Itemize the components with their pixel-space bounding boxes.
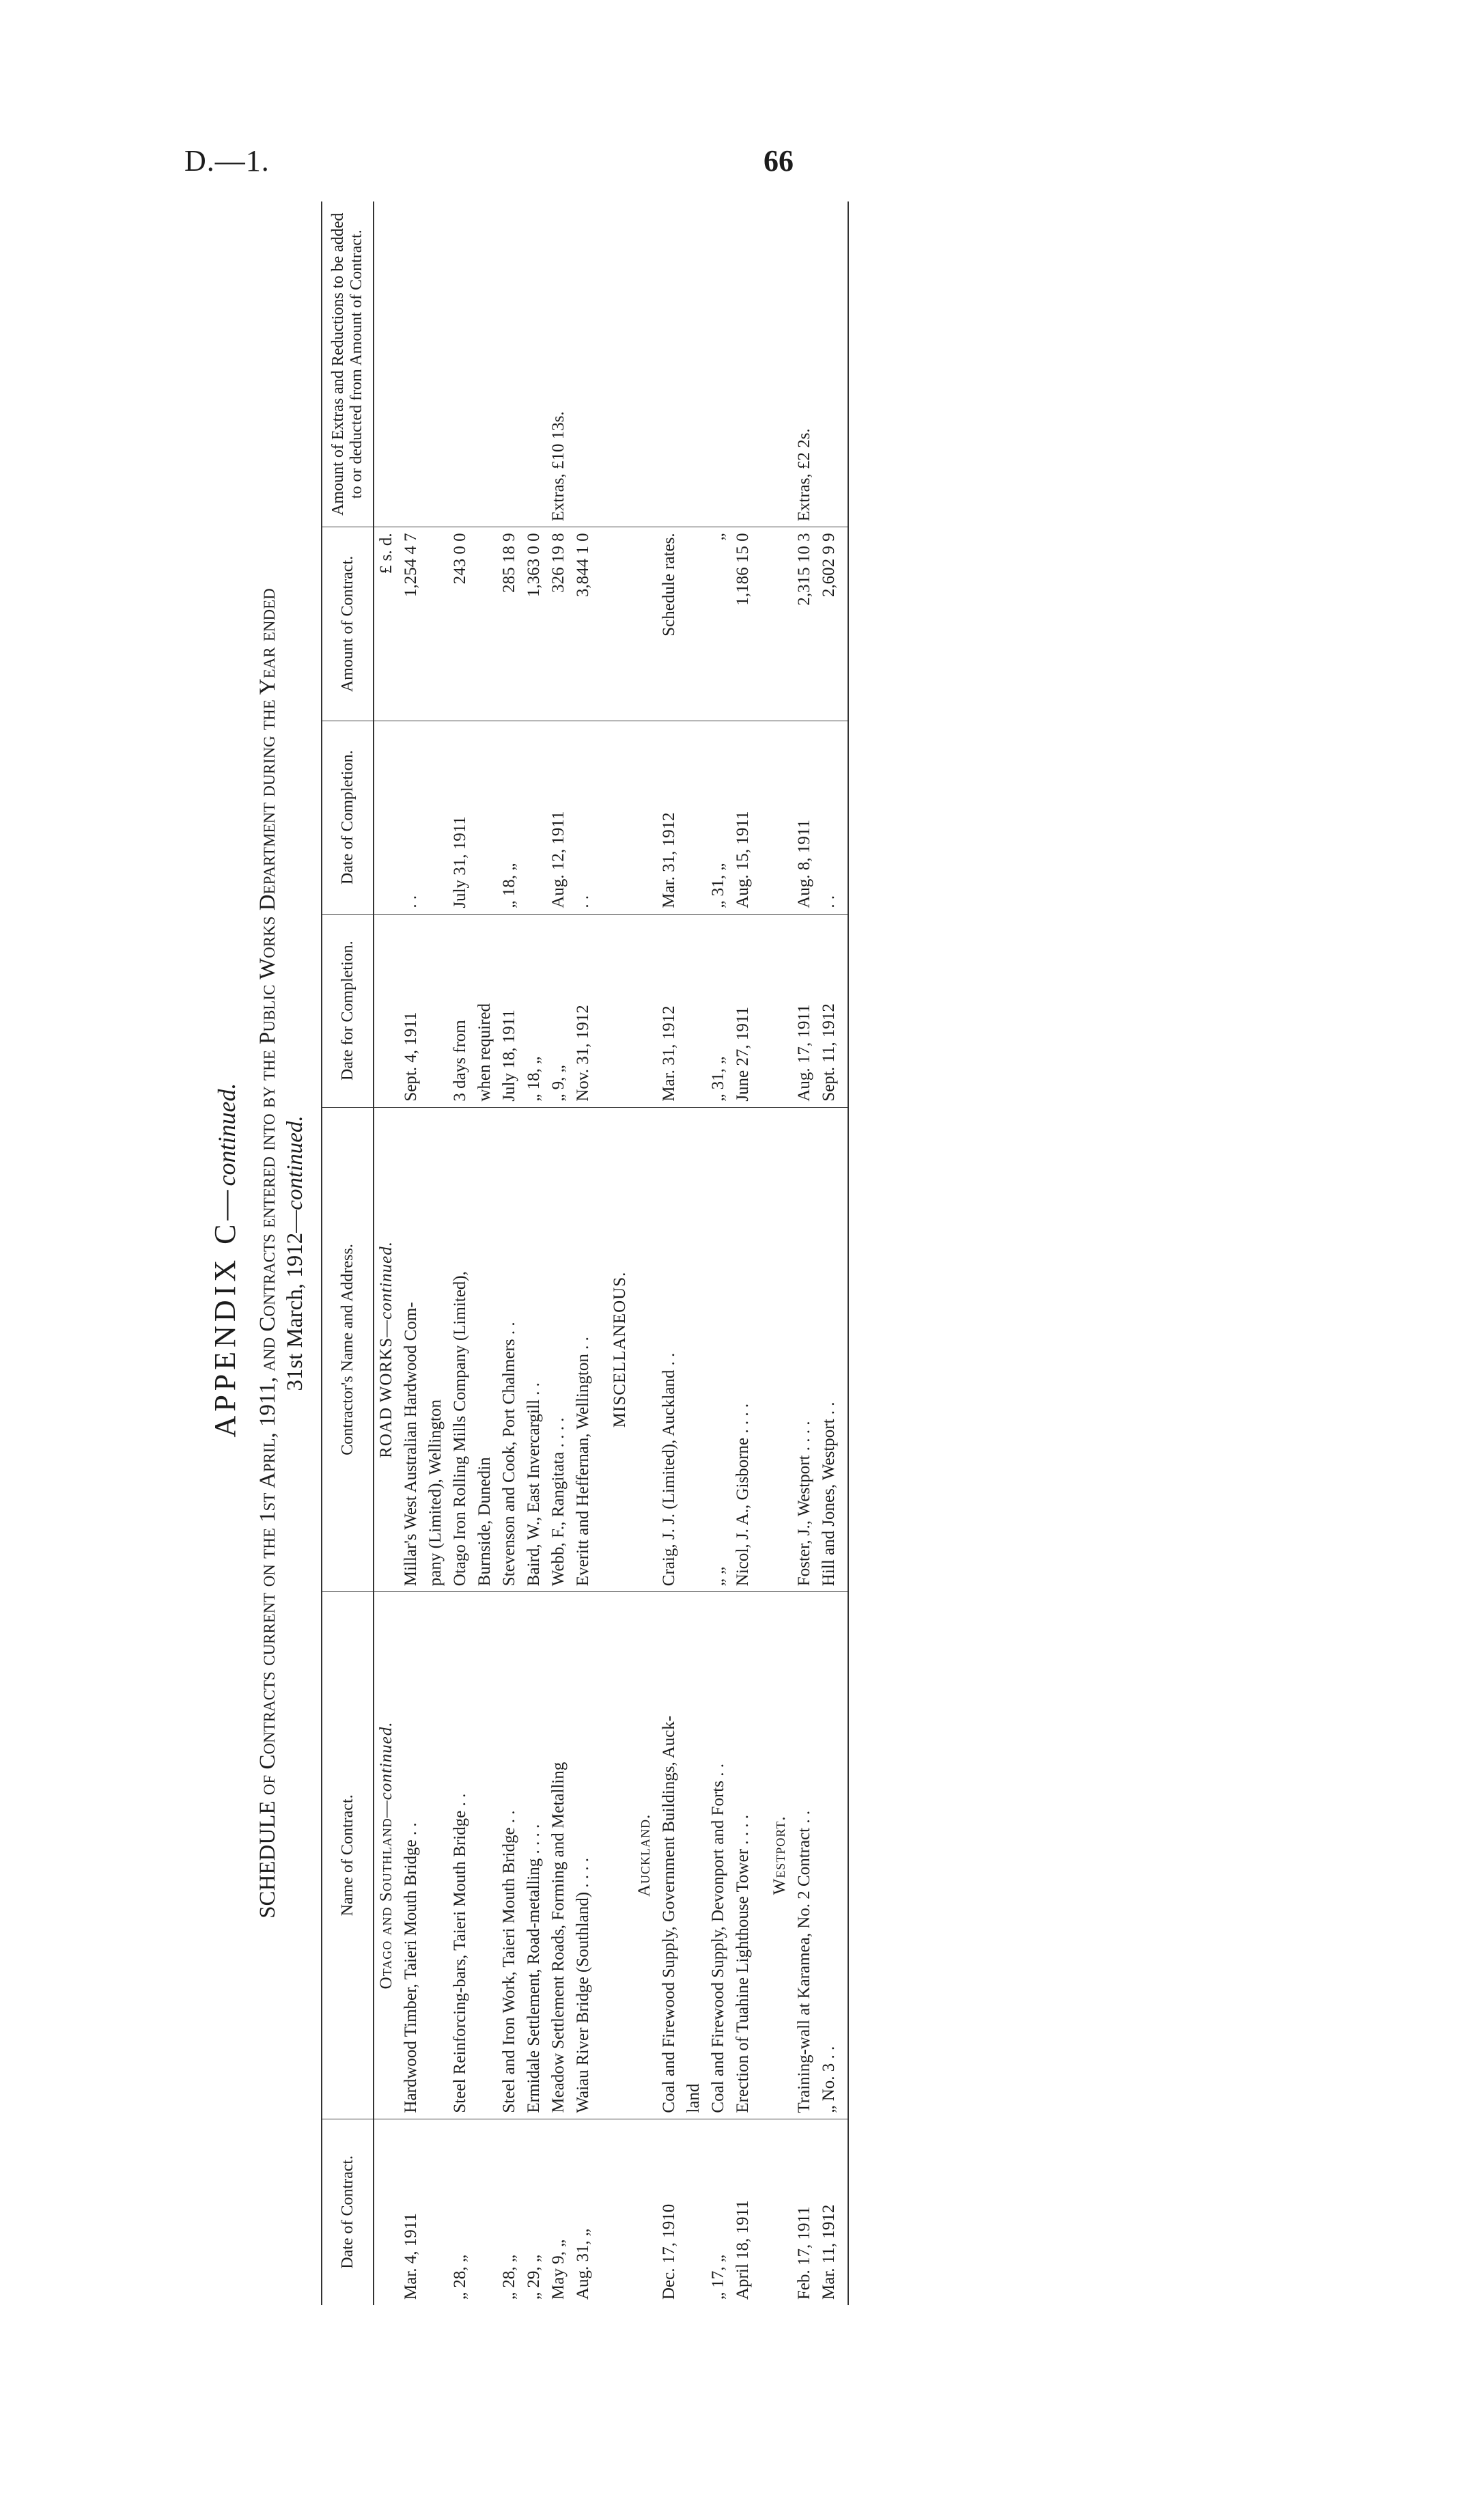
table-header-row [322, 201, 374, 2305]
table-row: pany (Limited), Wellington [423, 201, 448, 2305]
section-road-works: ROAD WORKS—continued. [374, 1107, 399, 1592]
header-amount-of-contract: Amount of Contract. [322, 527, 374, 721]
appendix-label: APPENDIX C— [208, 1186, 242, 1438]
contracts-table [321, 201, 849, 2305]
section-miscellaneous: MISCELLANEOUS. [608, 1107, 632, 1592]
table-row: May 9, „ Meadow Settlement Roads, Forming and Metalling Webb, F., Rangitata . . . . „ 9, „ Aug. 12, 1911 326 19 8 Extras, £10 13s. [546, 201, 571, 2305]
table-row: April 18, 1911 Erection of Tuahine Lighthouse Tower . . . . Nicol, J. A., Gisborne . . . . June 27, 1911 Aug. 15, 1911 1,186 15 0 [731, 201, 755, 2305]
schedule-title [254, 242, 309, 2264]
page-number: 66 [764, 144, 794, 178]
table-row: Aug. 31, „ Waiau River Bridge (Southland) . . . . Everitt and Heffernan, Wellington . . Nov. 31, 1912 . . 3,844 1 0 [571, 201, 596, 2305]
section-heading-row [374, 201, 399, 2305]
table-row: Mar. 11, 1912 „ No. 3 . . Hill and Jones, Westport . . Sept. 11, 1912 . . 2,602 9 9 [817, 201, 848, 2305]
currency-header: £ s. d. [374, 527, 399, 721]
table-row: Burnside, Dunedin when required [473, 201, 497, 2305]
header-extras: Amount of Extras and Reductions to be added to or deducted from Amount of Contract. [322, 201, 374, 527]
section-auckland: Auckland. [632, 1592, 657, 2119]
table-row: „ 28, „ Steel Reinforcing-bars, Taieri Mouth Bridge . . Otago Iron Rolling Mills Company (Limited), 3 days from July 31, 1911 243 0 0 [448, 201, 473, 2305]
header-date-of-contract: Date of Contract. [322, 2119, 374, 2305]
table-row: Mar. 4, 1911 Hardwood Timber, Taieri Mouth Bridge . . Millar's West Australian Hardwood Com- Sept. 4, 1911 . . 1,254 4 7 [399, 201, 423, 2305]
section-otago: Otago and Southland—continued. [374, 1592, 399, 2119]
schedule-title-continued: continued. [283, 1115, 307, 1210]
section-heading-row [608, 201, 632, 2305]
schedule-title-line1: SCHEDULE of Contracts current on the 1st April, 1911, and Contracts entered into by the Public Works Department during the Year ended [255, 588, 280, 1919]
table-row: „ 17, „ Coal and Firewood Supply, Devonport and Forts . . „ „ „ 31, „ „ 31, „ „ [706, 201, 731, 2305]
table-row: „ 28, „ Steel and Iron Work, Taieri Mouth Bridge . . Stevenson and Cook, Port Chalmers . . July 18, 1911 „ 18, „ 285 18 9 [497, 201, 522, 2305]
section-westport: Westport. [768, 1592, 792, 2119]
appendix-title [205, 174, 246, 2346]
header-date-for-completion: Date for Completion. [322, 914, 374, 1107]
header-name-of-contract: Name of Contract. [322, 1592, 374, 2119]
section-heading-row [768, 201, 792, 2305]
header-date-of-completion: Date of Completion. [322, 721, 374, 914]
rotated-schedule [205, 174, 1011, 2346]
table-row: „ 29, „ Ermidale Settlement, Road-metalling . . . . Baird, W., East Invercargill . . „ 18, „ 1,363 0 0 [522, 201, 546, 2305]
schedule-title-line2: 31st March, 1912— [283, 1210, 307, 1391]
section-heading-row [632, 201, 657, 2305]
table-row: Dec. 17, 1910 Coal and Firewood Supply, Government Buildings, Auck- Craig, J. J. (Limited), Auckland . . Mar. 31, 1912 Mar. 31, 1912 Schedule rates. [657, 201, 682, 2305]
document-code: D.—1. [184, 144, 270, 178]
appendix-continued: continued. [213, 1083, 240, 1186]
header-contractor: Contractor's Name and Address. [322, 1107, 374, 1592]
table-row: Feb. 17, 1911 Training-wall at Karamea, No. 2 Contract . . Foster, J., Westport . . . . Aug. 17, 1911 Aug. 8, 1911 2,315 10 3 Extras, £2 2s. [792, 201, 817, 2305]
table-row: land [682, 201, 706, 2305]
